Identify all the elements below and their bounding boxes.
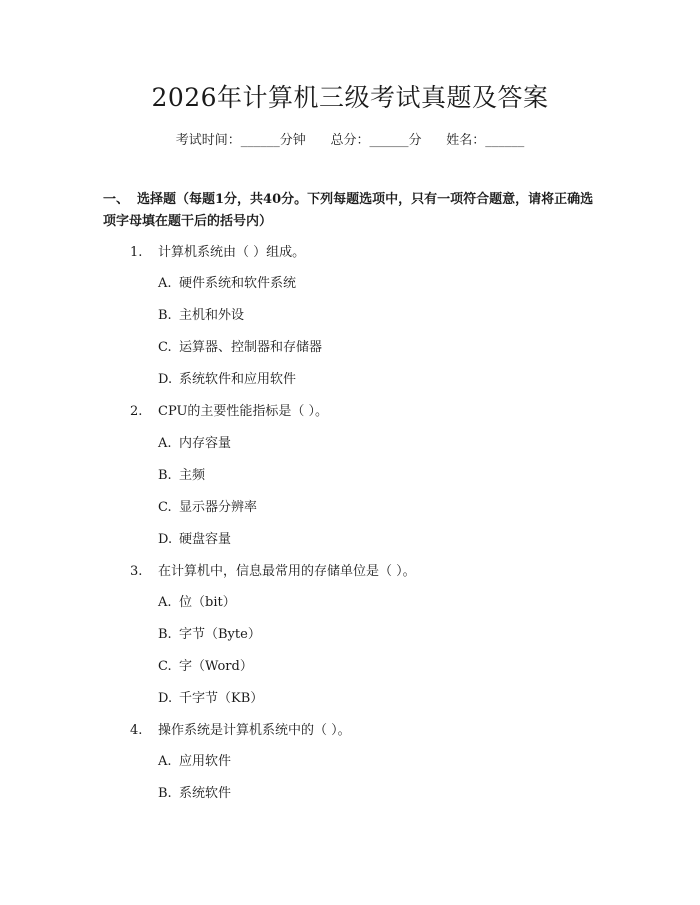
section-instructions: 选择题（每题1分，共40分。下列每题选项中，只有一项符合题意，请将正确选项字母填在题干后的括号内） bbox=[103, 192, 594, 229]
question-text: CPU的主要性能指标是（ ）。 bbox=[158, 404, 329, 419]
option-text: 主频 bbox=[179, 468, 206, 483]
option-text: 千字节（KB） bbox=[179, 691, 264, 706]
question-3 bbox=[130, 562, 416, 582]
option-text: 主机和外设 bbox=[179, 308, 245, 323]
option-text: 字节（Byte） bbox=[179, 627, 261, 642]
page-title: 2026年计算机三级考试真题及答案 bbox=[151, 83, 549, 112]
question-number: 2. bbox=[130, 404, 143, 419]
option-text: 硬件系统和软件系统 bbox=[179, 276, 297, 291]
question-4-option-b bbox=[158, 784, 231, 804]
section-heading bbox=[103, 189, 603, 233]
option-letter: A. bbox=[158, 276, 172, 291]
question-4-option-a bbox=[158, 752, 231, 772]
question-1-option-c bbox=[158, 338, 322, 358]
exam-info-line: 考试时间：______分钟 总分：______分 姓名：______ bbox=[175, 133, 525, 148]
option-letter: B. bbox=[158, 627, 172, 642]
option-letter: D. bbox=[158, 372, 173, 387]
option-text: 内存容量 bbox=[179, 436, 232, 451]
question-3-option-d bbox=[158, 689, 263, 709]
question-number: 1. bbox=[130, 245, 143, 260]
question-2-option-a bbox=[158, 434, 231, 454]
option-letter: A. bbox=[158, 436, 172, 451]
question-3-option-c bbox=[158, 657, 253, 677]
question-1 bbox=[130, 243, 305, 263]
option-text: 应用软件 bbox=[179, 754, 232, 769]
option-letter: B. bbox=[158, 308, 172, 323]
question-3-option-a bbox=[158, 593, 236, 613]
option-text: 字（Word） bbox=[179, 659, 253, 674]
question-text: 在计算机中，信息最常用的存储单位是（ ）。 bbox=[158, 564, 416, 579]
question-1-option-d bbox=[158, 370, 296, 390]
question-text: 操作系统是计算机系统中的（ ）。 bbox=[158, 723, 351, 738]
option-letter: B. bbox=[158, 786, 172, 801]
question-1-option-a bbox=[158, 274, 296, 294]
question-3-option-b bbox=[158, 625, 261, 645]
option-text: 运算器、控制器和存储器 bbox=[179, 340, 323, 355]
option-letter: B. bbox=[158, 468, 172, 483]
option-letter: C. bbox=[158, 340, 172, 355]
option-letter: C. bbox=[158, 659, 172, 674]
option-text: 硬盘容量 bbox=[179, 532, 232, 547]
option-text: 位（bit） bbox=[179, 595, 236, 610]
option-letter: D. bbox=[158, 691, 173, 706]
question-text: 计算机系统由（ ）组成。 bbox=[158, 245, 306, 260]
question-number: 4. bbox=[130, 723, 143, 738]
question-4 bbox=[130, 721, 351, 741]
option-letter: C. bbox=[158, 500, 172, 515]
option-text: 系统软件和应用软件 bbox=[179, 372, 297, 387]
option-letter: D. bbox=[158, 532, 173, 547]
option-text: 显示器分辨率 bbox=[179, 500, 258, 515]
question-1-option-b bbox=[158, 306, 244, 326]
section-number: 一、 bbox=[103, 192, 130, 207]
question-2-option-c bbox=[158, 498, 257, 518]
option-letter: A. bbox=[158, 754, 172, 769]
question-2 bbox=[130, 402, 328, 422]
question-2-option-d bbox=[158, 530, 231, 550]
question-2-option-b bbox=[158, 466, 205, 486]
option-letter: A. bbox=[158, 595, 172, 610]
question-number: 3. bbox=[130, 564, 143, 579]
option-text: 系统软件 bbox=[179, 786, 232, 801]
